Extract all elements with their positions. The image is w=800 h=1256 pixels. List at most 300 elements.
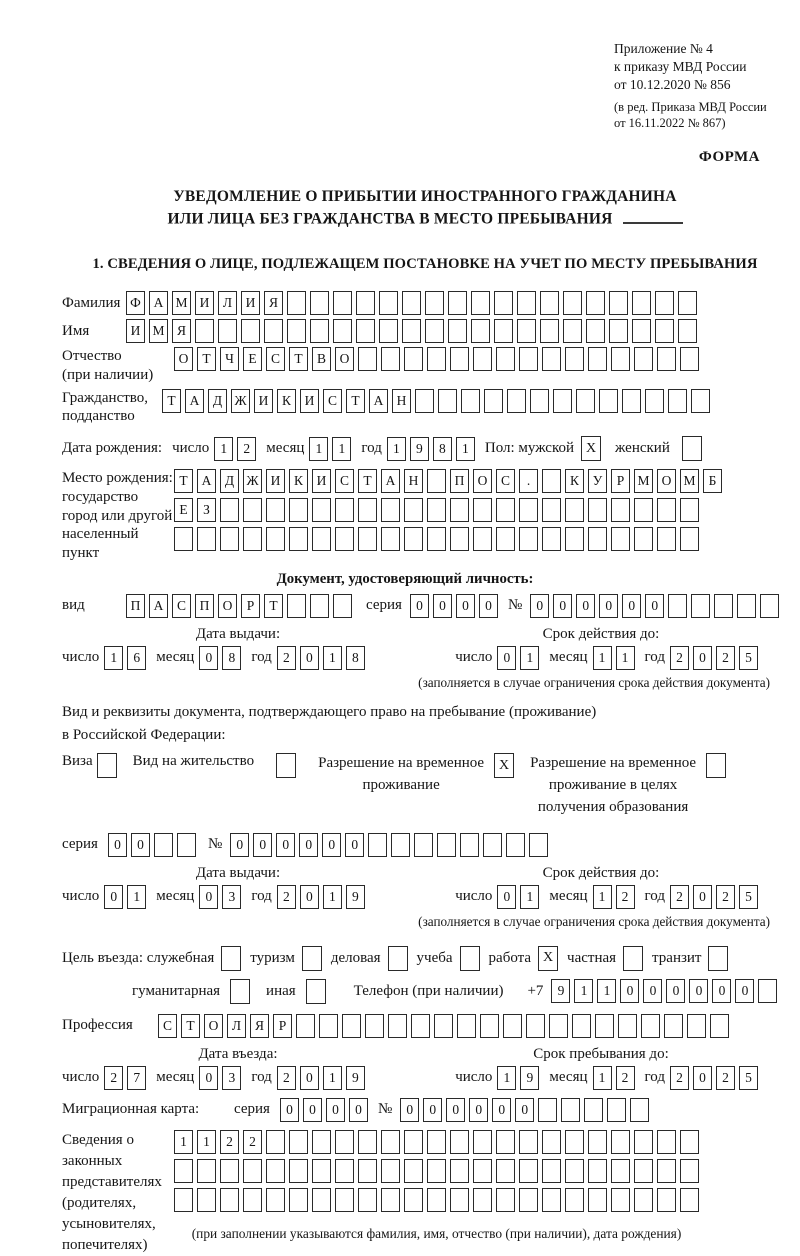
char-cell[interactable] xyxy=(655,319,674,343)
purpose-official-checkbox[interactable] xyxy=(221,946,241,971)
char-cell[interactable] xyxy=(289,1188,308,1212)
char-cell[interactable]: 0 xyxy=(735,979,754,1003)
char-cell[interactable]: И xyxy=(312,469,331,493)
char-cell[interactable] xyxy=(483,833,502,857)
char-cell[interactable]: 0 xyxy=(253,833,272,857)
char-cell[interactable] xyxy=(335,1159,354,1183)
char-cell[interactable] xyxy=(388,1014,407,1038)
char-cell[interactable]: 8 xyxy=(346,646,365,670)
char-cell[interactable] xyxy=(404,498,423,522)
char-cell[interactable] xyxy=(549,1014,568,1038)
char-cell[interactable] xyxy=(415,389,434,413)
char-cell[interactable] xyxy=(632,291,651,315)
char-cell[interactable]: 0 xyxy=(620,979,639,1003)
char-cell[interactable]: Т xyxy=(181,1014,200,1038)
char-cell[interactable]: 1 xyxy=(323,646,342,670)
char-cell[interactable] xyxy=(241,319,260,343)
char-cell[interactable] xyxy=(565,1130,584,1154)
char-cell[interactable]: Т xyxy=(197,347,216,371)
char-cell[interactable] xyxy=(563,319,582,343)
char-cell[interactable] xyxy=(609,291,628,315)
char-cell[interactable] xyxy=(402,291,421,315)
char-cell[interactable]: 1 xyxy=(456,437,475,461)
char-cell[interactable]: 0 xyxy=(280,1098,299,1122)
char-cell[interactable] xyxy=(450,527,469,551)
char-cell[interactable]: 0 xyxy=(199,1066,218,1090)
char-cell[interactable] xyxy=(289,498,308,522)
char-cell[interactable] xyxy=(609,319,628,343)
char-cell[interactable] xyxy=(473,1130,492,1154)
char-cell[interactable] xyxy=(655,291,674,315)
char-cell[interactable]: 1 xyxy=(593,885,612,909)
char-cell[interactable] xyxy=(634,527,653,551)
char-cell[interactable]: 0 xyxy=(492,1098,511,1122)
char-cell[interactable] xyxy=(519,347,538,371)
char-cell[interactable] xyxy=(687,1014,706,1038)
char-cell[interactable]: О xyxy=(335,347,354,371)
char-cell[interactable] xyxy=(448,291,467,315)
char-cell[interactable]: 0 xyxy=(300,885,319,909)
char-cell[interactable] xyxy=(529,833,548,857)
char-cell[interactable] xyxy=(611,1159,630,1183)
char-cell[interactable] xyxy=(174,527,193,551)
char-cell[interactable]: У xyxy=(588,469,607,493)
char-cell[interactable]: 0 xyxy=(666,979,685,1003)
char-cell[interactable] xyxy=(657,1130,676,1154)
char-cell[interactable]: А xyxy=(381,469,400,493)
char-cell[interactable]: 8 xyxy=(222,646,241,670)
char-cell[interactable] xyxy=(599,389,618,413)
char-cell[interactable]: 1 xyxy=(616,646,635,670)
char-cell[interactable] xyxy=(266,527,285,551)
char-cell[interactable]: П xyxy=(450,469,469,493)
char-cell[interactable] xyxy=(335,527,354,551)
char-cell[interactable] xyxy=(335,1188,354,1212)
char-cell[interactable]: О xyxy=(657,469,676,493)
char-cell[interactable]: 2 xyxy=(670,646,689,670)
char-cell[interactable] xyxy=(427,469,446,493)
char-cell[interactable] xyxy=(565,1188,584,1212)
char-cell[interactable]: И xyxy=(241,291,260,315)
char-cell[interactable] xyxy=(645,389,664,413)
char-cell[interactable]: Д xyxy=(208,389,227,413)
char-cell[interactable]: 0 xyxy=(303,1098,322,1122)
char-cell[interactable] xyxy=(404,1159,423,1183)
sex-male-checkbox[interactable]: X xyxy=(581,436,601,461)
char-cell[interactable]: 5 xyxy=(739,646,758,670)
char-cell[interactable] xyxy=(460,833,479,857)
char-cell[interactable]: 1 xyxy=(197,1130,216,1154)
char-cell[interactable]: 0 xyxy=(199,885,218,909)
char-cell[interactable] xyxy=(471,319,490,343)
char-cell[interactable]: 1 xyxy=(104,646,123,670)
char-cell[interactable] xyxy=(404,1188,423,1212)
char-cell[interactable] xyxy=(310,319,329,343)
char-cell[interactable]: 0 xyxy=(553,594,572,618)
char-cell[interactable] xyxy=(542,498,561,522)
char-cell[interactable]: 0 xyxy=(230,833,249,857)
char-cell[interactable] xyxy=(680,1188,699,1212)
char-cell[interactable] xyxy=(287,319,306,343)
char-cell[interactable] xyxy=(542,469,561,493)
char-cell[interactable] xyxy=(427,1130,446,1154)
char-cell[interactable] xyxy=(586,291,605,315)
char-cell[interactable] xyxy=(657,498,676,522)
char-cell[interactable]: К xyxy=(565,469,584,493)
char-cell[interactable]: С xyxy=(266,347,285,371)
char-cell[interactable] xyxy=(391,833,410,857)
char-cell[interactable]: 0 xyxy=(497,885,516,909)
char-cell[interactable] xyxy=(507,389,526,413)
char-cell[interactable] xyxy=(657,347,676,371)
char-cell[interactable] xyxy=(542,347,561,371)
char-cell[interactable]: 9 xyxy=(346,885,365,909)
char-cell[interactable]: Т xyxy=(174,469,193,493)
sex-female-checkbox[interactable] xyxy=(682,436,702,461)
char-cell[interactable] xyxy=(266,498,285,522)
purpose-other-checkbox[interactable] xyxy=(306,979,326,1004)
char-cell[interactable]: Я xyxy=(172,319,191,343)
char-cell[interactable] xyxy=(494,291,513,315)
char-cell[interactable] xyxy=(565,527,584,551)
char-cell[interactable] xyxy=(517,319,536,343)
char-cell[interactable]: Д xyxy=(220,469,239,493)
char-cell[interactable] xyxy=(358,1159,377,1183)
char-cell[interactable] xyxy=(519,527,538,551)
char-cell[interactable]: 0 xyxy=(300,646,319,670)
char-cell[interactable]: И xyxy=(254,389,273,413)
char-cell[interactable]: 2 xyxy=(616,885,635,909)
char-cell[interactable] xyxy=(220,1188,239,1212)
char-cell[interactable]: К xyxy=(289,469,308,493)
char-cell[interactable] xyxy=(289,1130,308,1154)
char-cell[interactable]: 9 xyxy=(410,437,429,461)
char-cell[interactable]: С xyxy=(158,1014,177,1038)
char-cell[interactable] xyxy=(174,1159,193,1183)
char-cell[interactable] xyxy=(427,1188,446,1212)
char-cell[interactable] xyxy=(450,1188,469,1212)
char-cell[interactable]: И xyxy=(266,469,285,493)
char-cell[interactable]: 0 xyxy=(622,594,641,618)
char-cell[interactable] xyxy=(517,291,536,315)
char-cell[interactable] xyxy=(572,1014,591,1038)
char-cell[interactable] xyxy=(565,1159,584,1183)
char-cell[interactable] xyxy=(496,498,515,522)
char-cell[interactable]: 1 xyxy=(127,885,146,909)
char-cell[interactable] xyxy=(450,498,469,522)
char-cell[interactable]: О xyxy=(218,594,237,618)
char-cell[interactable] xyxy=(680,527,699,551)
char-cell[interactable]: 1 xyxy=(520,646,539,670)
char-cell[interactable] xyxy=(289,527,308,551)
char-cell[interactable]: 1 xyxy=(597,979,616,1003)
purpose-transit-checkbox[interactable] xyxy=(708,946,728,971)
char-cell[interactable] xyxy=(310,594,329,618)
char-cell[interactable] xyxy=(496,1130,515,1154)
char-cell[interactable] xyxy=(287,291,306,315)
char-cell[interactable] xyxy=(563,291,582,315)
char-cell[interactable]: 2 xyxy=(716,646,735,670)
char-cell[interactable]: 1 xyxy=(387,437,406,461)
char-cell[interactable]: Я xyxy=(250,1014,269,1038)
char-cell[interactable]: М xyxy=(172,291,191,315)
char-cell[interactable]: 9 xyxy=(520,1066,539,1090)
char-cell[interactable]: А xyxy=(149,594,168,618)
char-cell[interactable]: Т xyxy=(346,389,365,413)
char-cell[interactable] xyxy=(220,498,239,522)
char-cell[interactable] xyxy=(473,1188,492,1212)
char-cell[interactable] xyxy=(576,389,595,413)
char-cell[interactable] xyxy=(197,1188,216,1212)
char-cell[interactable]: 3 xyxy=(222,885,241,909)
char-cell[interactable]: 0 xyxy=(276,833,295,857)
char-cell[interactable]: Р xyxy=(273,1014,292,1038)
char-cell[interactable] xyxy=(427,498,446,522)
char-cell[interactable]: Я xyxy=(264,291,283,315)
char-cell[interactable] xyxy=(542,1159,561,1183)
char-cell[interactable]: 0 xyxy=(643,979,662,1003)
char-cell[interactable] xyxy=(714,594,733,618)
char-cell[interactable]: 0 xyxy=(479,594,498,618)
char-cell[interactable]: 1 xyxy=(593,646,612,670)
char-cell[interactable] xyxy=(333,319,352,343)
char-cell[interactable] xyxy=(195,319,214,343)
char-cell[interactable] xyxy=(634,347,653,371)
char-cell[interactable] xyxy=(595,1014,614,1038)
char-cell[interactable] xyxy=(427,347,446,371)
char-cell[interactable]: Е xyxy=(174,498,193,522)
char-cell[interactable] xyxy=(496,1159,515,1183)
char-cell[interactable]: 0 xyxy=(345,833,364,857)
char-cell[interactable] xyxy=(438,389,457,413)
char-cell[interactable] xyxy=(710,1014,729,1038)
char-cell[interactable]: 1 xyxy=(174,1130,193,1154)
char-cell[interactable]: 0 xyxy=(446,1098,465,1122)
char-cell[interactable]: Ф xyxy=(126,291,145,315)
char-cell[interactable] xyxy=(588,527,607,551)
char-cell[interactable]: 0 xyxy=(104,885,123,909)
char-cell[interactable]: Ж xyxy=(243,469,262,493)
char-cell[interactable]: 0 xyxy=(693,646,712,670)
char-cell[interactable] xyxy=(287,594,306,618)
char-cell[interactable] xyxy=(588,1130,607,1154)
char-cell[interactable] xyxy=(634,1188,653,1212)
char-cell[interactable] xyxy=(634,1159,653,1183)
char-cell[interactable]: 0 xyxy=(423,1098,442,1122)
char-cell[interactable] xyxy=(496,1188,515,1212)
char-cell[interactable] xyxy=(312,1188,331,1212)
char-cell[interactable] xyxy=(586,319,605,343)
char-cell[interactable] xyxy=(289,1159,308,1183)
char-cell[interactable] xyxy=(356,291,375,315)
char-cell[interactable] xyxy=(404,527,423,551)
char-cell[interactable] xyxy=(494,319,513,343)
char-cell[interactable]: 1 xyxy=(593,1066,612,1090)
char-cell[interactable] xyxy=(641,1014,660,1038)
char-cell[interactable]: 0 xyxy=(349,1098,368,1122)
char-cell[interactable]: 0 xyxy=(322,833,341,857)
char-cell[interactable] xyxy=(358,1188,377,1212)
char-cell[interactable] xyxy=(561,1098,580,1122)
char-cell[interactable] xyxy=(312,498,331,522)
char-cell[interactable] xyxy=(632,319,651,343)
purpose-work-checkbox[interactable]: X xyxy=(538,946,558,971)
char-cell[interactable]: 5 xyxy=(739,1066,758,1090)
char-cell[interactable] xyxy=(335,498,354,522)
char-cell[interactable] xyxy=(691,389,710,413)
char-cell[interactable]: 7 xyxy=(127,1066,146,1090)
char-cell[interactable]: 5 xyxy=(739,885,758,909)
char-cell[interactable] xyxy=(266,1159,285,1183)
char-cell[interactable]: Н xyxy=(404,469,423,493)
char-cell[interactable]: 9 xyxy=(346,1066,365,1090)
char-cell[interactable] xyxy=(154,833,173,857)
char-cell[interactable] xyxy=(220,527,239,551)
char-cell[interactable]: 2 xyxy=(616,1066,635,1090)
char-cell[interactable] xyxy=(312,1130,331,1154)
char-cell[interactable]: 1 xyxy=(520,885,539,909)
char-cell[interactable] xyxy=(680,498,699,522)
char-cell[interactable] xyxy=(243,1188,262,1212)
char-cell[interactable] xyxy=(680,347,699,371)
char-cell[interactable]: 0 xyxy=(693,1066,712,1090)
char-cell[interactable] xyxy=(668,389,687,413)
char-cell[interactable]: Т xyxy=(264,594,283,618)
char-cell[interactable]: 0 xyxy=(599,594,618,618)
char-cell[interactable] xyxy=(542,1130,561,1154)
char-cell[interactable] xyxy=(425,319,444,343)
char-cell[interactable] xyxy=(473,347,492,371)
char-cell[interactable] xyxy=(243,1159,262,1183)
char-cell[interactable] xyxy=(565,498,584,522)
char-cell[interactable]: 0 xyxy=(712,979,731,1003)
char-cell[interactable] xyxy=(450,347,469,371)
char-cell[interactable]: Р xyxy=(241,594,260,618)
char-cell[interactable]: О xyxy=(204,1014,223,1038)
char-cell[interactable]: 0 xyxy=(693,885,712,909)
char-cell[interactable] xyxy=(758,979,777,1003)
char-cell[interactable]: Л xyxy=(227,1014,246,1038)
char-cell[interactable] xyxy=(618,1014,637,1038)
visa-checkbox[interactable] xyxy=(97,753,117,778)
char-cell[interactable] xyxy=(473,1159,492,1183)
char-cell[interactable] xyxy=(404,1130,423,1154)
char-cell[interactable] xyxy=(473,498,492,522)
char-cell[interactable]: И xyxy=(300,389,319,413)
rvp-checkbox[interactable]: X xyxy=(494,753,514,778)
char-cell[interactable] xyxy=(379,291,398,315)
char-cell[interactable]: А xyxy=(185,389,204,413)
char-cell[interactable] xyxy=(691,594,710,618)
char-cell[interactable] xyxy=(220,1159,239,1183)
char-cell[interactable]: Т xyxy=(289,347,308,371)
char-cell[interactable] xyxy=(503,1014,522,1038)
char-cell[interactable]: М xyxy=(149,319,168,343)
char-cell[interactable]: 8 xyxy=(433,437,452,461)
char-cell[interactable] xyxy=(296,1014,315,1038)
char-cell[interactable] xyxy=(611,1188,630,1212)
char-cell[interactable] xyxy=(611,527,630,551)
char-cell[interactable] xyxy=(496,347,515,371)
char-cell[interactable]: 0 xyxy=(530,594,549,618)
purpose-study-checkbox[interactable] xyxy=(460,946,480,971)
char-cell[interactable] xyxy=(342,1014,361,1038)
char-cell[interactable] xyxy=(611,347,630,371)
char-cell[interactable] xyxy=(333,291,352,315)
char-cell[interactable] xyxy=(540,291,559,315)
char-cell[interactable]: 1 xyxy=(323,885,342,909)
char-cell[interactable]: Т xyxy=(162,389,181,413)
char-cell[interactable] xyxy=(519,498,538,522)
char-cell[interactable]: 0 xyxy=(299,833,318,857)
char-cell[interactable] xyxy=(530,389,549,413)
char-cell[interactable]: О xyxy=(473,469,492,493)
char-cell[interactable]: 0 xyxy=(400,1098,419,1122)
char-cell[interactable] xyxy=(264,319,283,343)
char-cell[interactable]: П xyxy=(126,594,145,618)
char-cell[interactable]: 0 xyxy=(410,594,429,618)
char-cell[interactable] xyxy=(553,389,572,413)
char-cell[interactable] xyxy=(678,319,697,343)
char-cell[interactable]: 0 xyxy=(497,646,516,670)
char-cell[interactable] xyxy=(312,1159,331,1183)
char-cell[interactable]: Л xyxy=(218,291,237,315)
char-cell[interactable] xyxy=(312,527,331,551)
char-cell[interactable] xyxy=(197,527,216,551)
char-cell[interactable]: Б xyxy=(703,469,722,493)
char-cell[interactable]: 2 xyxy=(670,885,689,909)
char-cell[interactable] xyxy=(243,527,262,551)
char-cell[interactable]: А xyxy=(197,469,216,493)
char-cell[interactable]: 2 xyxy=(220,1130,239,1154)
char-cell[interactable] xyxy=(622,389,641,413)
purpose-tourism-checkbox[interactable] xyxy=(302,946,322,971)
purpose-private-checkbox[interactable] xyxy=(623,946,643,971)
char-cell[interactable] xyxy=(457,1014,476,1038)
char-cell[interactable]: И xyxy=(126,319,145,343)
char-cell[interactable]: Е xyxy=(243,347,262,371)
char-cell[interactable]: 2 xyxy=(716,885,735,909)
char-cell[interactable]: 1 xyxy=(497,1066,516,1090)
char-cell[interactable] xyxy=(381,498,400,522)
char-cell[interactable] xyxy=(657,527,676,551)
char-cell[interactable] xyxy=(427,1159,446,1183)
char-cell[interactable] xyxy=(243,498,262,522)
char-cell[interactable] xyxy=(538,1098,557,1122)
char-cell[interactable]: 2 xyxy=(104,1066,123,1090)
residence-permit-checkbox[interactable] xyxy=(276,753,296,778)
purpose-business-checkbox[interactable] xyxy=(388,946,408,971)
char-cell[interactable] xyxy=(657,1188,676,1212)
char-cell[interactable]: 9 xyxy=(551,979,570,1003)
char-cell[interactable] xyxy=(218,319,237,343)
char-cell[interactable] xyxy=(335,1130,354,1154)
char-cell[interactable]: 2 xyxy=(670,1066,689,1090)
char-cell[interactable]: 2 xyxy=(277,1066,296,1090)
char-cell[interactable] xyxy=(381,1188,400,1212)
char-cell[interactable] xyxy=(319,1014,338,1038)
char-cell[interactable]: Ж xyxy=(231,389,250,413)
char-cell[interactable] xyxy=(356,319,375,343)
char-cell[interactable]: 2 xyxy=(237,437,256,461)
char-cell[interactable] xyxy=(358,1130,377,1154)
char-cell[interactable]: 0 xyxy=(645,594,664,618)
char-cell[interactable] xyxy=(266,1130,285,1154)
char-cell[interactable] xyxy=(414,833,433,857)
char-cell[interactable]: 6 xyxy=(127,646,146,670)
char-cell[interactable] xyxy=(542,1188,561,1212)
char-cell[interactable] xyxy=(437,833,456,857)
